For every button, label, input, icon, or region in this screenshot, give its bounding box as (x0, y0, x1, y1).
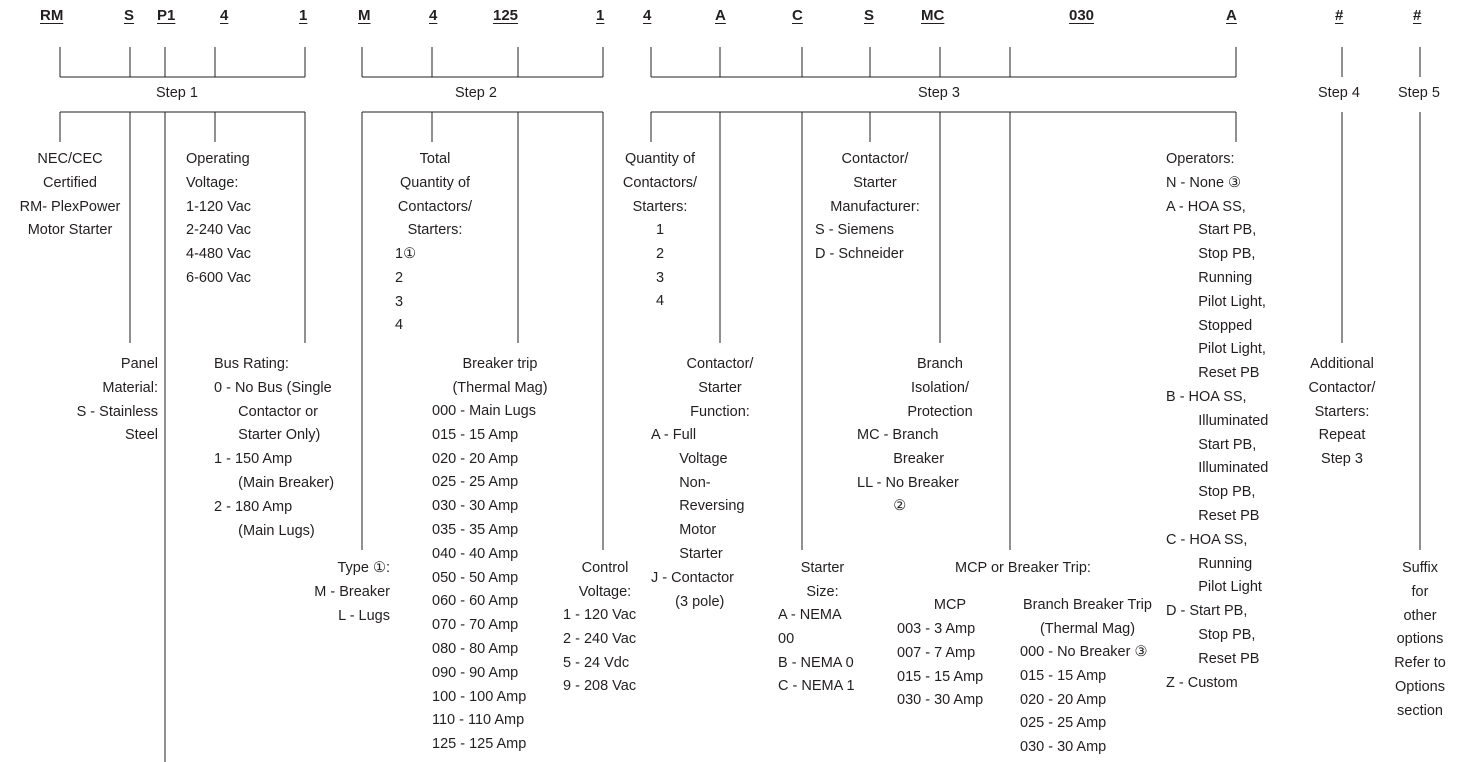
code-hash-1: # (1335, 7, 1344, 24)
control-voltage-values: 1 - 120 Vac 2 - 240 Vac 5 - 24 Vdc 9 - 208 Vac (563, 607, 637, 695)
bus-rating-description: Bus Rating: 0 - No Bus (Single Contactor or Starter Only) 1 - 150 Amp (Main Breaker) 2 - 180 Amp (Main Lugs) (214, 356, 335, 539)
function-values: A - Full Voltage Non- Reversing Motor Starter J - Contactor (3 pole) (651, 427, 745, 610)
control-voltage-title: Control Voltage: (578, 560, 632, 600)
manufacturer-title: Contactor/ Starter Manufacturer: (830, 151, 920, 215)
code-c: C (792, 7, 803, 24)
code-a2: A (1226, 7, 1237, 24)
code-4: 4 (220, 7, 229, 24)
code-a: A (715, 7, 726, 24)
step-4-label: Step 4 (1318, 85, 1360, 101)
code-125: 125 (493, 7, 519, 24)
code-4b: 4 (429, 7, 438, 24)
code-p1: P1 (157, 7, 176, 24)
code-m: M (358, 7, 371, 24)
code-s2: S (864, 7, 875, 24)
code-s: S (124, 7, 135, 24)
panel-material-description: Panel Material: S - Stainless Steel (76, 356, 158, 444)
quantity-title: Quantity of Contactors/ Starters: (622, 151, 698, 215)
code-1: 1 (299, 7, 308, 24)
branch-values: MC - Branch Breaker LL - No Breaker ② (857, 427, 959, 515)
branch-trip-values: 000 - No Breaker ③ 015 - 15 Amp 020 - 20 Amp 025 - 25 Amp 030 - 30 Amp (1020, 644, 1148, 756)
step-5-label: Step 5 (1398, 85, 1440, 101)
code-rm: RM (40, 7, 64, 24)
code-1b: 1 (596, 7, 605, 24)
code-hash-2: # (1413, 7, 1422, 24)
manufacturer-values: S - Siemens D - Schneider (815, 222, 904, 262)
operating-voltage-description: Operating Voltage: 1-120 Vac 2-240 Vac 4-480 Vac 6-600 Vac (186, 151, 252, 286)
certified-description: NEC/CEC Certified RM- PlexPower Motor Starter (19, 151, 121, 239)
branch-title: Branch Isolation/ Protection (907, 356, 973, 420)
starter-size-values: A - NEMA 00 B - NEMA 0 C - NEMA 1 (778, 607, 855, 695)
quantity-values: 1 2 3 4 (656, 222, 665, 310)
breaker-trip-values: 000 - Main Lugs 015 - 15 Amp 020 - 20 Amp 025 - 25 Amp 030 - 30 Amp 035 - 35 Amp 040 - 40 Amp 050 - 50 Amp 060 - 60 Amp 070 - 70 Amp 080 - 80 Amp 090 - 90 Amp 100 - 100 Amp 110 - 110 Amp 125 - 125 Amp (432, 403, 536, 753)
mcp-header: MCP or Breaker Trip: (955, 560, 1091, 576)
operators-description: Operators: N - None ③ A - HOA SS, Start PB, Stop PB, Running Pilot Light, Stopped Pilot Light, Reset PB B - HOA SS, Illuminated Start PB, Illuminated Stop PB, Reset PB C - HOA SS, Running Pilot Light D - Start PB, Stop PB, Reset PB Z - Custom (1166, 151, 1269, 691)
branch-trip-title: Branch Breaker Trip (Thermal Mag) (1023, 597, 1152, 637)
step-1-label: Step 1 (156, 85, 198, 101)
total-quantity-title: Total Quantity of Contactors/ Starters: (397, 151, 473, 239)
breaker-trip-title: Breaker trip (Thermal Mag) (452, 356, 548, 396)
starter-size-title: Starter Size: (800, 560, 845, 600)
code-030: 030 (1069, 7, 1095, 24)
mcp-title: MCP (933, 597, 967, 613)
suffix-description: Suffix for other options Refer to Options section (1394, 560, 1446, 719)
mcp-values: 003 - 3 Amp 007 - 7 Amp 015 - 15 Amp 030 - 30 Amp (897, 621, 984, 709)
total-quantity-values: 1① 2 3 4 (395, 246, 417, 334)
function-title: Contactor/ Starter Function: (686, 356, 754, 420)
additional-description: Additional Contactor/ Starters: Repeat Step 3 (1308, 356, 1376, 468)
step-3-label: Step 3 (918, 85, 960, 101)
type-description: Type ①: M - Breaker L - Lugs (314, 560, 390, 624)
code-4c: 4 (643, 7, 652, 24)
step-2-label: Step 2 (455, 85, 497, 101)
code-mc: MC (921, 7, 945, 24)
